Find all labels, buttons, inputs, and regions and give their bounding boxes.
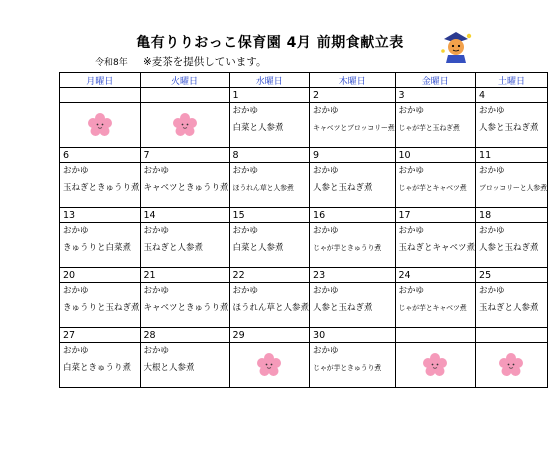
meal-cell <box>60 343 141 388</box>
day-number: 10 <box>395 148 476 163</box>
cherry-blossom-icon <box>422 352 448 378</box>
side-dish: 玉ねぎとキャベツ煮 <box>398 243 476 253</box>
day-number: 21 <box>140 268 229 283</box>
side-dish: 人参と玉ねぎ煮 <box>479 243 539 253</box>
mascot-icon <box>438 30 474 64</box>
staple-food: おかゆ <box>398 106 425 116</box>
day-number: 29 <box>229 328 310 343</box>
side-dish: 白菜と人参煮 <box>232 243 284 253</box>
meal-cell <box>395 223 476 268</box>
flower-cell <box>140 103 229 148</box>
day-number: 23 <box>310 268 395 283</box>
side-dish: ほうれん草と人参煮 <box>232 184 294 192</box>
meal-row <box>60 283 548 328</box>
day-number: 13 <box>60 208 141 223</box>
staple-food: おかゆ <box>479 166 505 176</box>
meal-cell <box>476 163 548 208</box>
barley-tea-note: ※麦茶を提供しています。 <box>143 56 267 68</box>
weekday-header: 水曜日 <box>229 73 310 88</box>
day-number <box>60 88 141 103</box>
meal-cell <box>229 103 310 148</box>
staple-food: おかゆ <box>232 226 259 236</box>
day-number: 28 <box>140 328 229 343</box>
side-dish: キャベツとブロッコリー煮 <box>313 124 395 132</box>
meal-cell <box>229 223 310 268</box>
side-dish: ブロッコリーと人参煮 <box>479 184 547 192</box>
meal-cell <box>476 283 548 328</box>
page-title: 亀有りりおっこ保育園 4月 前期食献立表 <box>136 35 404 51</box>
meal-cell <box>476 103 548 148</box>
flower-cell <box>229 343 310 388</box>
staple-food: おかゆ <box>63 226 89 236</box>
meal-cell <box>310 103 395 148</box>
meal-cell <box>60 283 141 328</box>
weekday-header: 月曜日 <box>60 73 141 88</box>
day-number <box>140 88 229 103</box>
staple-food: おかゆ <box>479 226 505 236</box>
day-number <box>395 328 476 343</box>
meal-cell <box>60 223 141 268</box>
menu-calendar <box>59 72 548 388</box>
date-row <box>60 208 548 223</box>
meal-cell <box>395 283 476 328</box>
day-number: 8 <box>229 148 310 163</box>
meal-cell <box>140 283 229 328</box>
day-number: 24 <box>395 268 476 283</box>
day-number: 3 <box>395 88 476 103</box>
day-number: 16 <box>310 208 395 223</box>
cherry-blossom-icon <box>172 112 198 138</box>
side-dish: 玉ねぎと人参煮 <box>143 243 204 253</box>
weekday-header-row <box>60 73 548 88</box>
meal-cell <box>310 223 395 268</box>
staple-food: おかゆ <box>313 286 339 296</box>
day-number: 2 <box>310 88 395 103</box>
staple-food: おかゆ <box>143 286 170 296</box>
side-dish: 白菜ときゅうり煮 <box>63 363 132 373</box>
side-dish: じゃが芋とキャベツ煮 <box>398 304 467 312</box>
day-number: 7 <box>140 148 229 163</box>
staple-food: おかゆ <box>143 346 170 356</box>
staple-food: おかゆ <box>398 226 425 236</box>
side-dish: 人参と玉ねぎ煮 <box>479 123 539 133</box>
staple-food: おかゆ <box>479 286 505 296</box>
side-dish: 大根と人参煮 <box>143 363 195 373</box>
meal-cell <box>60 163 141 208</box>
staple-food: おかゆ <box>232 286 259 296</box>
date-row <box>60 328 548 343</box>
side-dish: じゃが芋ときゅうり煮 <box>313 364 382 372</box>
meal-cell <box>140 223 229 268</box>
weekday-header: 火曜日 <box>140 73 229 88</box>
cherry-blossom-icon <box>256 352 282 378</box>
meal-cell <box>229 283 310 328</box>
side-dish: 玉ねぎと人参煮 <box>479 303 539 313</box>
meal-row <box>60 103 548 148</box>
flower-cell <box>395 343 476 388</box>
staple-food: おかゆ <box>63 286 89 296</box>
flower-cell <box>476 343 548 388</box>
side-dish: きゅうりと玉ねぎ煮 <box>63 303 140 313</box>
day-number: 1 <box>229 88 310 103</box>
meal-cell <box>476 223 548 268</box>
date-row <box>60 268 548 283</box>
side-dish: じゃが芋と玉ねぎ煮 <box>398 124 460 132</box>
meal-cell <box>310 283 395 328</box>
meal-cell <box>140 163 229 208</box>
date-row <box>60 88 548 103</box>
meal-cell <box>310 163 395 208</box>
date-row <box>60 148 548 163</box>
meal-row <box>60 343 548 388</box>
staple-food: おかゆ <box>63 346 89 356</box>
staple-food: おかゆ <box>313 106 339 116</box>
day-number: 14 <box>140 208 229 223</box>
staple-food: おかゆ <box>232 106 259 116</box>
day-number: 6 <box>60 148 141 163</box>
side-dish: キャベツときゅうり煮 <box>143 303 229 313</box>
day-number: 20 <box>60 268 141 283</box>
day-number: 22 <box>229 268 310 283</box>
staple-food: おかゆ <box>63 166 89 176</box>
staple-food: おかゆ <box>479 106 505 116</box>
staple-food: おかゆ <box>313 346 339 356</box>
side-dish: きゅうりと白菜煮 <box>63 243 132 253</box>
side-dish: 人参と玉ねぎ煮 <box>313 303 373 313</box>
weekday-header: 土曜日 <box>476 73 548 88</box>
era-year: 令和8年 <box>95 58 128 68</box>
day-number: 9 <box>310 148 395 163</box>
weekday-header: 木曜日 <box>310 73 395 88</box>
meal-row <box>60 163 548 208</box>
staple-food: おかゆ <box>398 286 425 296</box>
meal-cell <box>310 343 395 388</box>
day-number: 30 <box>310 328 395 343</box>
meal-cell <box>229 163 310 208</box>
meal-cell <box>140 343 229 388</box>
side-dish: じゃが芋とキャベツ煮 <box>398 184 467 192</box>
side-dish: ほうれん草と人参煮 <box>232 303 310 313</box>
staple-food: おかゆ <box>232 166 259 176</box>
side-dish: キャベツときゅうり煮 <box>143 183 229 193</box>
staple-food: おかゆ <box>398 166 425 176</box>
side-dish: 人参と玉ねぎ煮 <box>313 183 373 193</box>
staple-food: おかゆ <box>143 166 170 176</box>
cherry-blossom-icon <box>498 352 524 378</box>
staple-food: おかゆ <box>313 166 339 176</box>
flower-cell <box>60 103 141 148</box>
day-number: 11 <box>476 148 548 163</box>
meal-row <box>60 223 548 268</box>
staple-food: おかゆ <box>313 226 339 236</box>
day-number: 17 <box>395 208 476 223</box>
side-dish: じゃが芋ときゅうり煮 <box>313 244 382 252</box>
staple-food: おかゆ <box>143 226 170 236</box>
day-number <box>476 328 548 343</box>
meal-cell <box>395 163 476 208</box>
day-number: 15 <box>229 208 310 223</box>
day-number: 18 <box>476 208 548 223</box>
weekday-header: 金曜日 <box>395 73 476 88</box>
meal-cell <box>395 103 476 148</box>
day-number: 27 <box>60 328 141 343</box>
day-number: 25 <box>476 268 548 283</box>
side-dish: 玉ねぎときゅうり煮 <box>63 183 140 193</box>
side-dish: 白菜と人参煮 <box>232 123 284 133</box>
cherry-blossom-icon <box>87 112 113 138</box>
day-number: 4 <box>476 88 548 103</box>
